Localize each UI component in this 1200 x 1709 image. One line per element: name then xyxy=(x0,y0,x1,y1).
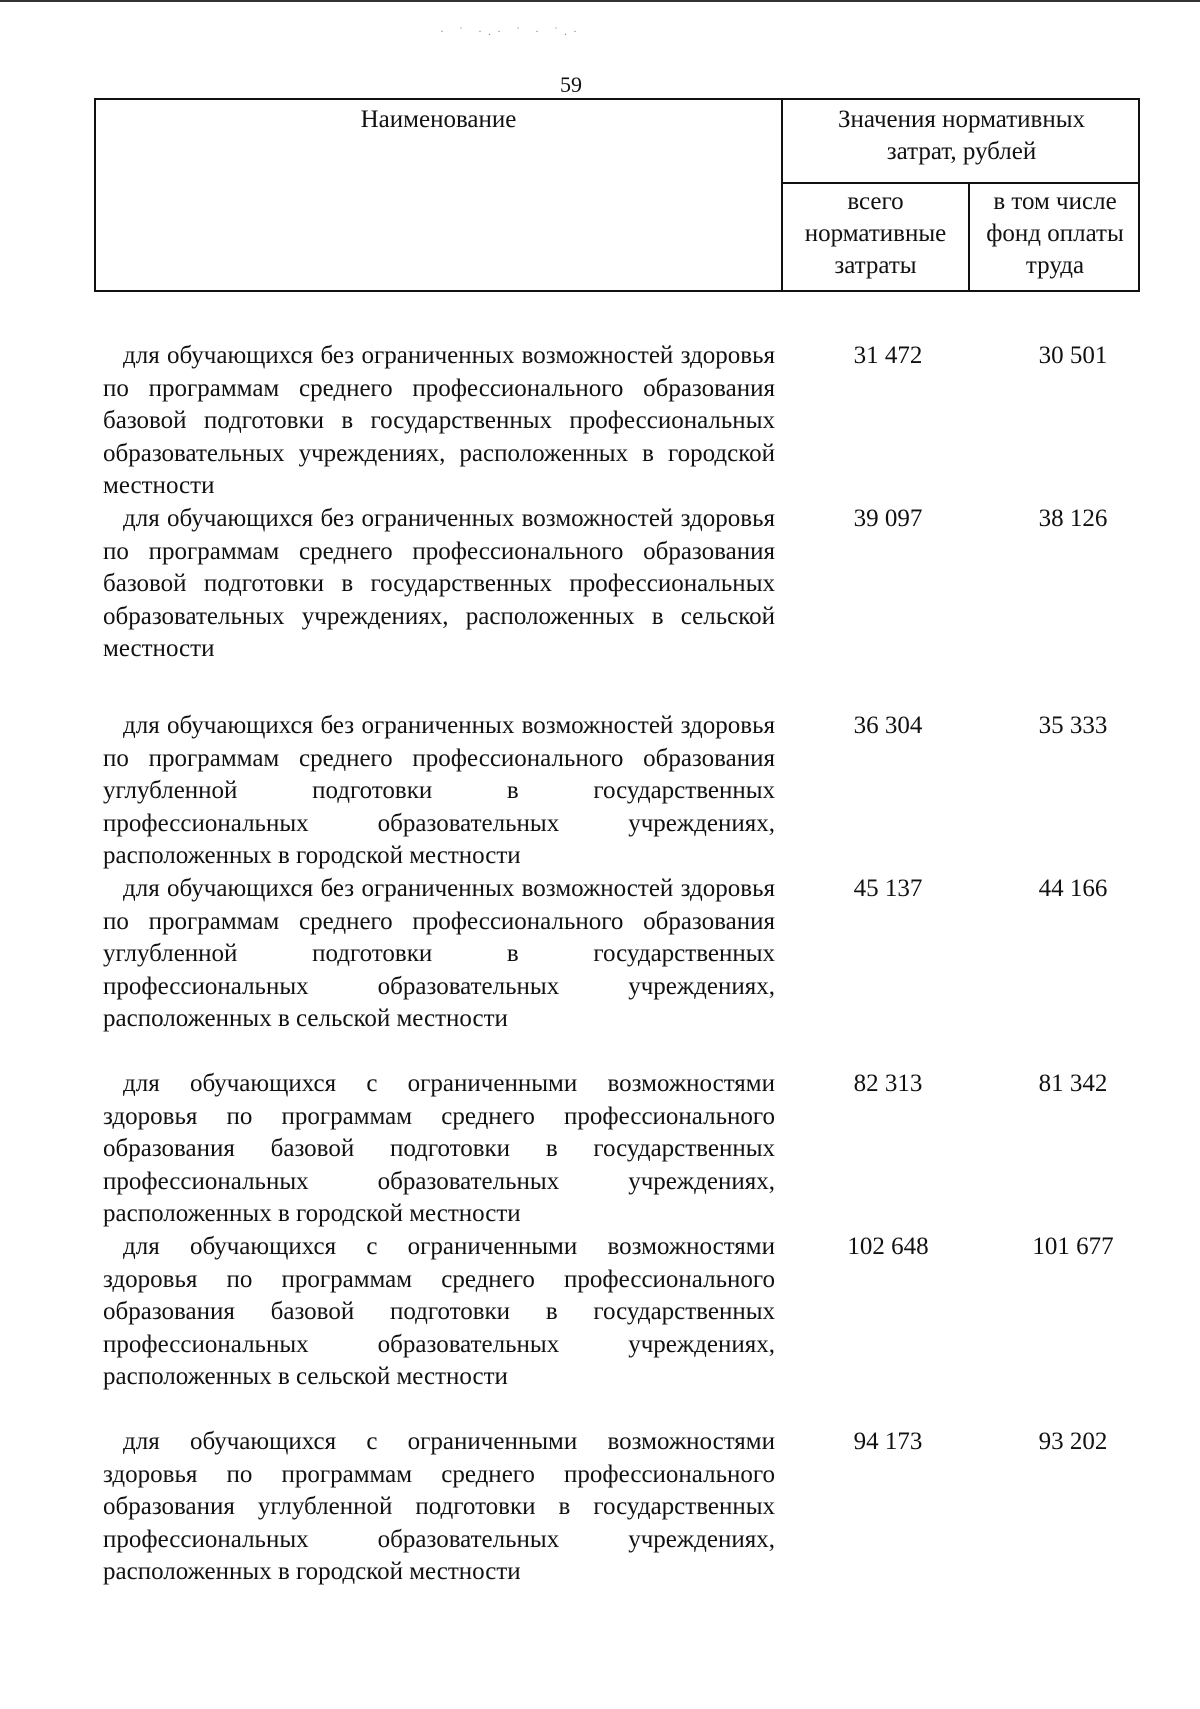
header-divider-horizontal xyxy=(781,182,1138,184)
row-wage-value: 38 126 xyxy=(1038,505,1108,532)
row-wage-value: 101 677 xyxy=(1032,1233,1114,1260)
header-values-line: затрат, рублей xyxy=(886,138,1037,165)
row-wage-value: 81 342 xyxy=(1038,1070,1108,1097)
row-description: для обучающихся с ограниченными возможностями здоровья по программам среднего профессионального образования базовой подготовки в государственных профессиональных образовательных учреждениях, расположенных в сельской местности xyxy=(103,1233,775,1391)
header-name-label: Наименование xyxy=(360,106,517,133)
row-wage-value: 93 202 xyxy=(1038,1428,1108,1455)
row-total-value: 36 304 xyxy=(853,712,923,739)
row-total-value: 31 472 xyxy=(853,342,923,369)
row-description: для обучающихся без ограниченных возможностей здоровья по программам среднего профессионального образования углубленной подготовки в государственных профессиональных образовательных учреждениях, расположенных в городской местности xyxy=(103,712,775,870)
header-wage-line: фонд оплаты xyxy=(986,220,1124,247)
row-wage-value: 35 333 xyxy=(1038,712,1108,739)
row-description: для обучающихся без ограниченных возможностей здоровья по программам среднего профессионального образования базовой подготовки в государственных профессиональных образовательных учреждениях, расположенных в сельской местности xyxy=(103,505,775,663)
row-total-value: 45 137 xyxy=(853,875,923,902)
row-total-value: 39 097 xyxy=(853,505,923,532)
header-values-line: Значения нормативных xyxy=(837,106,1086,133)
header-total-line: нормативные xyxy=(804,220,947,247)
row-total-value: 82 313 xyxy=(853,1070,923,1097)
header-values-column xyxy=(783,104,1140,168)
header-name-column xyxy=(96,104,781,136)
header-total-line: затраты xyxy=(834,252,917,279)
header-wage-line: в том числе xyxy=(993,188,1117,215)
row-description: для обучающихся с ограниченными возможностями здоровья по программам среднего профессионального образования базовой подготовки в государственных профессиональных образовательных учреждениях, расположенных в городской местности xyxy=(103,1070,775,1228)
row-description: для обучающихся с ограниченными возможностями здоровья по программам среднего профессионального образования углубленной подготовки в государственных профессиональных образовательных учреждениях, расположенных в городской местности xyxy=(103,1428,775,1586)
header-total-column xyxy=(783,186,968,282)
scan-noise: · ˙ ·.· ˙ · ˙.· xyxy=(440,24,583,38)
row-description: для обучающихся без ограниченных возможностей здоровья по программам среднего профессионального образования базовой подготовки в государственных профессиональных образовательных учреждениях, расположенных в городской местности xyxy=(103,342,775,500)
row-total-value: 102 648 xyxy=(847,1233,929,1260)
row-description: для обучающихся без ограниченных возможностей здоровья по программам среднего профессионального образования углубленной подготовки в государственных профессиональных образовательных учреждениях, расположенных в сельской местности xyxy=(103,875,775,1033)
row-total-value: 94 173 xyxy=(853,1428,923,1455)
page-number: 59 xyxy=(560,72,582,97)
header-wage-line: труда xyxy=(1025,252,1085,279)
header-total-line: всего xyxy=(847,188,904,215)
row-wage-value: 30 501 xyxy=(1038,342,1108,369)
top-border-line xyxy=(0,0,1200,2)
row-wage-value: 44 166 xyxy=(1038,875,1108,902)
header-wage-column xyxy=(970,186,1140,282)
table-header xyxy=(94,98,1140,292)
